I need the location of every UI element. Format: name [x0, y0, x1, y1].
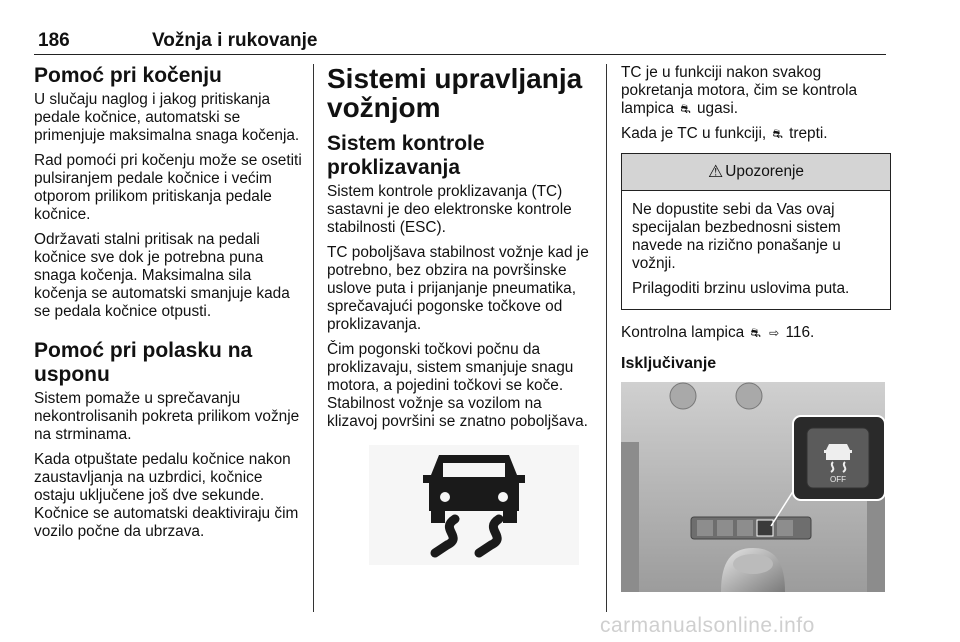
- paragraph: TC je u funkciji nakon svakog pokretanja motora, čim se kontrola lampica ⛐ ugasi.: [621, 64, 858, 117]
- paragraph: TC poboljšava stabilnost vožnje kad je potrebno, bez obzira na površinske uslove puta i prijanjanje pneumatika, sprečavajući pogonske točkove od proklizavanja.: [327, 244, 589, 333]
- watermark: carmanualsonline.info: [600, 614, 815, 637]
- traction-control-lamp-icon: ⛐: [750, 326, 761, 340]
- column-divider: [313, 64, 314, 612]
- warning-header: ⚠ Upozorenje: [622, 154, 890, 191]
- paragraph: Sistem kontrole proklizavanja (TC) sastavni je deo elektronske kontrole stabilnosti (ESC).: [327, 183, 572, 236]
- heading-traction-control: Sistem kontrole proklizavanja: [327, 132, 485, 179]
- off-button-label: OFF: [830, 475, 846, 484]
- traction-control-lamp-icon: ⛐: [772, 127, 783, 141]
- paragraph: Kontrolna lampica ⛐ ⇨ 116.: [621, 324, 815, 341]
- traction-control-lamp-icon: ⛐: [680, 102, 691, 116]
- tc-off-button-photo: [621, 382, 885, 592]
- warning-body: [622, 191, 890, 309]
- paragraph: Kada otpuštate pedalu kočnice nakon zaustavljanja na uzbrdici, kočnice ostaju uključene još dve sekunde. Kočnice se automatski deaktiviraju čim vozilo počne da ubrzava.: [34, 451, 299, 540]
- page-number: 186: [38, 30, 70, 51]
- warning-text: Ne dopustite sebi da Vas ovaj specijalan bezbednosni sistem navede na rizično ponašanje u vožnji.: [632, 201, 841, 272]
- paragraph: U slučaju naglog i jakog pritiskanja pedale kočnice, automatski se primenjuje maksimalna snaga kočenja.: [34, 91, 300, 144]
- paragraph: Kada je TC u funkciji, ⛐ trepti.: [621, 125, 828, 142]
- page-reference-icon: ⇨: [769, 326, 780, 340]
- heading-hill-start-assist: Pomoć pri polasku na usponu: [34, 339, 253, 386]
- heading-switching-off: Isključivanje: [621, 355, 717, 372]
- paragraph: Rad pomoći pri kočenju može se osetiti pulsiranjem pedale kočnice i većim otporom prilikom pritiskanja pedale kočnice.: [34, 152, 302, 223]
- column-divider: [606, 64, 607, 612]
- warning-box: [621, 153, 891, 310]
- heading-driving-control-systems: Sistemi upravljanja vožnjom: [327, 63, 583, 123]
- paragraph: Sistem pomaže u sprečavanju nekontrolisanih pokreta prilikom vožnje na strminama.: [34, 390, 300, 443]
- column-2: [327, 64, 595, 565]
- heading-braking-assist: Pomoć pri kočenju: [34, 64, 222, 87]
- page-header: [34, 28, 886, 55]
- paragraph: Održavati stalni pritisak na pedali kočnice sve dok je potrebna puna snaga kočenja. Maksimalna sila kočenja se automatski smanjuje kada se pedala kočnice otpusti.: [34, 231, 290, 320]
- column-3: [621, 64, 891, 592]
- warning-triangle-icon: ⚠: [708, 162, 724, 181]
- chapter-title: Vožnja i rukovanje: [152, 30, 318, 51]
- traction-control-icon: [369, 445, 579, 565]
- column-1: [34, 64, 302, 548]
- warning-text: Prilagoditi brzinu uslovima puta.: [632, 280, 850, 297]
- paragraph: Čim pogonski točkovi počnu da proklizavaju, sistem smanjuje snagu motora, a pojedini točkovi se koče. Stabilnost vožnje sa vozilom na klizavoj površini se znatno poboljšava.: [327, 341, 588, 430]
